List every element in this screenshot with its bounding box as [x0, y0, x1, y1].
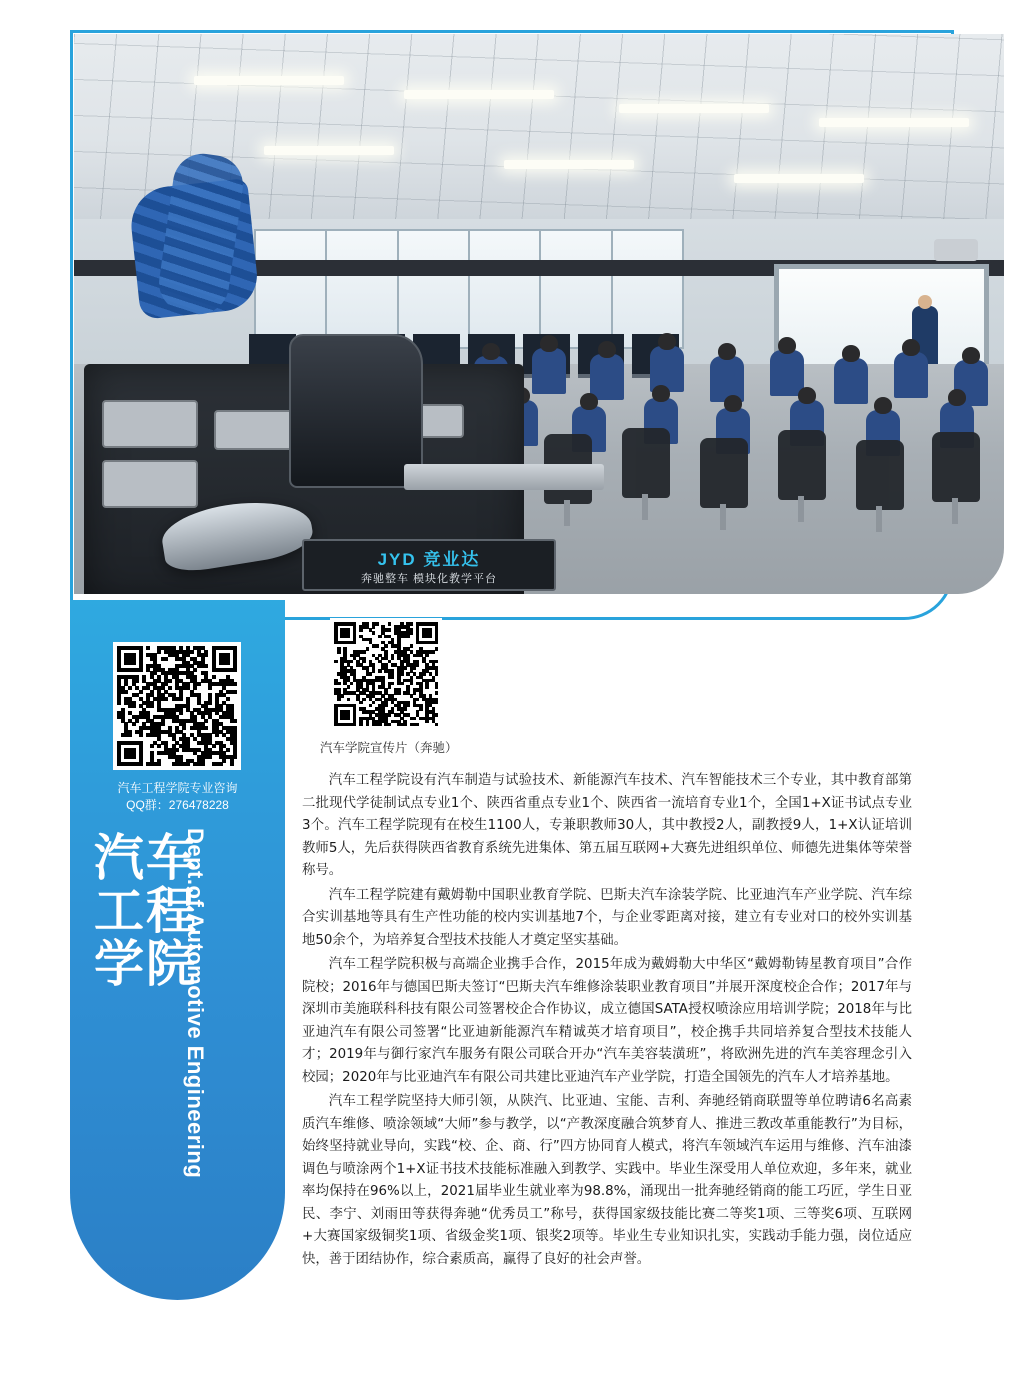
- department-name-en: Dept.of Automotive Engineering: [183, 828, 208, 1179]
- promo-video-qr-code[interactable]: [330, 618, 442, 730]
- car-door-cutaway: [289, 334, 423, 488]
- ceiling-lamp: [404, 90, 554, 99]
- work-bench: [404, 464, 604, 490]
- chair: [778, 430, 826, 500]
- equipment-brand-plate: [302, 539, 556, 591]
- article-body: [302, 770, 912, 1271]
- classroom-scene: [74, 34, 1004, 594]
- paragraph: 汽车工程学院积极与高端企业携手合作，2015年成为戴姆勒大中华区“戴姆勒铸星教育项目”合作院校；2016年与德国巴斯夫签订“巴斯夫汽车维修涂装职业教育项目”并展开深度校企合作；2017年与深圳市美施联科科技有限公司签署校企合作协议，成立德国SATA授权喷涂应用培训学院；2018年与比亚迪汽车有限公司签署“比亚迪新能源汽车精诚英才培育项目”，校企携手共同培养复合型技术技能人才；2019年与御行家汽车服务有限公司联合开办“汽车美容装潢班”，将欧洲先进的汽车美容理念引入校园；2020年与比亚迪汽车有限公司共建比亚迪汽车产业学院，打造全国领先的汽车人才培养基地。: [302, 957, 912, 1085]
- department-name-cn: 汽车工程学院: [94, 829, 198, 993]
- qq-caption-line2: QQ群：276478228: [126, 798, 229, 812]
- chair: [932, 432, 980, 502]
- qq-group-qr-code[interactable]: [113, 642, 241, 770]
- ceiling-lamp: [619, 104, 769, 113]
- chair: [700, 438, 748, 508]
- ceiling-lamp: [264, 146, 394, 155]
- qq-group-caption: [70, 780, 285, 814]
- ceiling-lamp: [504, 160, 634, 169]
- ceiling-lamp: [194, 76, 344, 85]
- paragraph: 汽车工程学院坚持大师引领，从陕汽、比亚迪、宝能、吉利、奔驰经销商联盟等单位聘请6名高素质汽车维修、喷涂领域“大师”参与教学，以“产教深度融合筑梦育人、推进三教改革重能教行”为目标，始终坚持就业导向，实践“校、企、商、行”四方协同育人模式，将汽车领域汽车运用与维修、汽车油漆调色与喷涂两个1+X证书技术技能标准融入到教学、实践中。毕业生深受用人单位欢迎，多年来，就业率均保持在96%以上，2021届毕业生就业率为98.8%，涌现出一批奔驰经销商的能工巧匠，学生日亚民、李宁、刘雨田等获得奔驰“优秀员工”称号，获得国家级技能比赛二等奖1项、三等奖6项、互联网+大赛国家级铜奖1项、省级金奖1项、银奖2项等。毕业生专业知识扎实，实践动手能力强，岗位适应快，善于团结协作，综合素质高，赢得了良好的社会声誉。: [302, 1094, 912, 1267]
- promo-video-caption: 汽车学院宣传片（奔驰）: [320, 741, 458, 755]
- ceiling-lamp: [819, 118, 969, 127]
- equipment-brand-en: JYD 竞业达: [377, 549, 481, 569]
- chair: [856, 440, 904, 510]
- chair: [622, 428, 670, 498]
- paragraph: 汽车工程学院建有戴姆勒中国职业教育学院、巴斯夫汽车涂装学院、比亚迪汽车产业学院、汽车综合实训基地等具有生产性功能的校内实训基地7个，与企业零距离对接，建立有专业对口的校外实训基地50余个，为培养复合型技术技能人才奠定坚实基础。: [302, 887, 912, 948]
- ceiling-lamp: [734, 174, 864, 183]
- hero-photo: [74, 34, 1004, 594]
- qq-caption-line1: 汽车工程学院专业咨询: [117, 781, 238, 795]
- equipment-brand-cn: 奔驰整车 模块化教学平台: [360, 572, 498, 585]
- window-row: [254, 229, 684, 349]
- projector: [934, 239, 978, 261]
- main-content: [302, 600, 912, 1273]
- paragraph: 汽车工程学院设有汽车制造与试验技术、新能源汽车技术、汽车智能技术三个专业，其中教育部第二批现代学徒制试点专业1个、陕西省重点专业1个、陕西省一流培育专业1个，全国1+X证书试点专业3个。汽车工程学院现有在校生1100人，专兼职教师30人，其中教授2人，副教授9人，1+X认证培训教师5人，先后获得陕西省教育系统先进集体、第五届互联网+大赛先进组织单位、师德先进集体等荣誉称号。: [302, 773, 912, 878]
- left-blue-panel: [70, 600, 285, 1300]
